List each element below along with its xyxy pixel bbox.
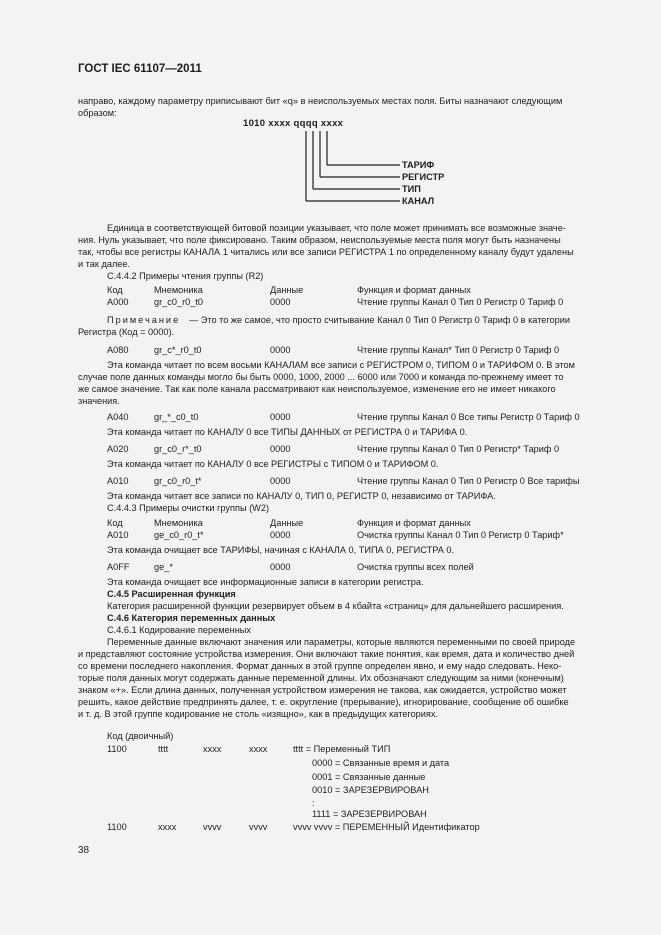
paragraph-line: решить, какое действие предпринять далее, т. е. округление (прерывание), игнорирование, сообщение об ошибке bbox=[78, 697, 569, 707]
code-item: 0001 = Связанные данные bbox=[312, 772, 426, 782]
section-title: С.4.4.3 Примеры очистки группы (W2) bbox=[107, 503, 270, 513]
code-cell: 1100 bbox=[107, 744, 127, 754]
paragraph-line: значения. bbox=[78, 396, 120, 406]
col-header: Данные bbox=[270, 518, 304, 528]
table-cell: 0000 bbox=[270, 476, 291, 486]
intro-line: направо, каждому параметру приписывают бит «q» в неиспользуемых местах поля. Биты назначают следующим bbox=[78, 96, 563, 106]
table-cell: A010 bbox=[107, 530, 129, 540]
code-cell: 1100 bbox=[107, 822, 127, 832]
col-header: Функция и формат данных bbox=[357, 518, 471, 528]
table-cell: Очистка группы всех полей bbox=[357, 562, 474, 572]
table-cell: A000 bbox=[107, 297, 129, 307]
table-cell: gr_*_c0_t0 bbox=[154, 412, 199, 422]
bit-label-channel: КАНАЛ bbox=[402, 196, 435, 206]
table-cell: Чтение группы Канал 0 Тип 0 Регистр* Тариф 0 bbox=[357, 444, 560, 454]
paragraph-line: Категория расширенной функции резервирует объем в 4 кбайта «страниц» для дальнейшего расширения. bbox=[107, 601, 564, 611]
section-title: С.4.6 Категория переменных данных bbox=[107, 613, 276, 623]
code-cell: xxxx bbox=[203, 744, 222, 754]
subsection-title: С.4.6.1 Кодирование переменных bbox=[107, 625, 251, 635]
row-explanation: Эта команда очищает все информационные записи в категории регистра. bbox=[107, 577, 424, 587]
note-label: Примечание bbox=[107, 315, 181, 325]
section-title: С.4.5 Расширенная функция bbox=[107, 589, 236, 599]
paragraph-line: знаком «+». Если длина данных, полученная устройством измерения не такова, как ожидается, устройство может bbox=[78, 685, 567, 695]
table-cell: ge_* bbox=[154, 562, 173, 572]
section-title: С.4.4.2 Примеры чтения группы (R2) bbox=[107, 271, 264, 281]
code-item: 0000 = Связанные время и дата bbox=[312, 758, 450, 768]
table-cell: gr_c*_r0_t0 bbox=[154, 345, 202, 355]
code-cell: vvvv vvvv = ПЕРЕМЕННЫЙ Идентификатор bbox=[293, 822, 480, 832]
paragraph-line: так, чтобы все регистры КАНАЛА 1 читались или все записи РЕГИСТРА 1 по определенному каналу будут удалены bbox=[78, 247, 574, 257]
row-explanation: Эта команда очищает все ТАРИФЫ, начиная с КАНАЛА 0, ТИПА 0, РЕГИСТРА 0. bbox=[107, 545, 455, 555]
table-cell: Чтение группы Канал 0 Тип 0 Регистр 0 Все тарифы bbox=[357, 476, 580, 486]
table-cell: Чтение группы Канал 0 Все типы Регистр 0 Тариф 0 bbox=[357, 412, 580, 422]
table-cell: A040 bbox=[107, 412, 129, 422]
bit-label-type: ТИП bbox=[402, 184, 421, 194]
bit-code: 1010 xxxx qqqq xxxx bbox=[243, 118, 344, 129]
code-item: 1111 = ЗАРЕЗЕРВИРОВАН bbox=[312, 809, 427, 819]
paragraph-line: и так далее. bbox=[78, 259, 131, 269]
col-header: Мнемоника bbox=[154, 518, 203, 528]
col-header: Мнемоника bbox=[154, 285, 203, 295]
table-cell: A010 bbox=[107, 476, 129, 486]
code-item: 0010 = ЗАРЕЗЕРВИРОВАН bbox=[312, 785, 429, 795]
table-cell: 0000 bbox=[270, 444, 291, 454]
code-label: Код (двоичный) bbox=[107, 731, 174, 741]
table-cell: Чтение группы Канал 0 Тип 0 Регистр 0 Тариф 0 bbox=[357, 297, 564, 307]
code-cell: xxxx bbox=[158, 822, 177, 832]
paragraph-line: случае поле данных команды могло бы быть 0000, 1000, 2000 ... 6000 или 7000 и команда по-прежнему имеет то bbox=[78, 372, 564, 382]
table-cell: A080 bbox=[107, 345, 129, 355]
paragraph-line: со времени последнего накопления. Формат данных в этой группе определен явно, и ему надо следовать. Неко- bbox=[78, 661, 562, 671]
code-cell: tttt bbox=[158, 744, 169, 754]
bit-label-register: РЕГИСТР bbox=[402, 172, 445, 182]
table-cell: ge_c0_r0_t* bbox=[154, 530, 204, 540]
table-cell: A0FF bbox=[107, 562, 130, 572]
col-header: Функция и формат данных bbox=[357, 285, 471, 295]
code-cell: xxxx bbox=[249, 744, 268, 754]
table-cell: gr_c0_r0_t* bbox=[154, 476, 202, 486]
table-cell: 0000 bbox=[270, 562, 291, 572]
col-header: Код bbox=[107, 518, 123, 528]
paragraph-line: же самое значение. Так как поле канала рассматривают как неиспользуемое, изменение его не имеет никакого bbox=[78, 384, 556, 394]
row-explanation: Эта команда читает все записи по КАНАЛУ 0, ТИП 0, РЕГИСТР 0, независимо от ТАРИФА. bbox=[107, 491, 496, 501]
code-cell: vvvv bbox=[249, 822, 268, 832]
col-header: Данные bbox=[270, 285, 304, 295]
table-cell: A020 bbox=[107, 444, 129, 454]
table-cell: 0000 bbox=[270, 530, 291, 540]
table-cell: Чтение группы Канал* Тип 0 Регистр 0 Тариф 0 bbox=[357, 345, 560, 355]
col-header: Код bbox=[107, 285, 123, 295]
paragraph-line: и представляют состояние устройства измерения. Они включают такие понятия, как время, дата и количество дней bbox=[78, 649, 575, 659]
code-cell: vvvv bbox=[203, 822, 222, 832]
page-number: 38 bbox=[78, 845, 90, 856]
table-cell: gr_c0_r0_t0 bbox=[154, 297, 204, 307]
table-cell: 0000 bbox=[270, 297, 291, 307]
row-explanation: Эта команда читает по КАНАЛУ 0 все ТИПЫ ДАННЫХ от РЕГИСТРА 0 и ТАРИФА 0. bbox=[107, 427, 468, 437]
row-explanation: Эта команда читает по КАНАЛУ 0 все РЕГИСТРЫ с ТИПОМ 0 и ТАРИФОМ 0. bbox=[107, 459, 439, 469]
table-cell: 0000 bbox=[270, 345, 291, 355]
table-cell: Очистка группы Канал 0 Тип 0 Регистр 0 Тариф* bbox=[357, 530, 564, 540]
paragraph-line: и т. д. В этой группе кодирование не столь «изящно», как в предыдущих категориях. bbox=[78, 709, 439, 719]
paragraph-line: Переменные данные включают значения или параметры, которые являются переменными по своей природе bbox=[107, 637, 576, 647]
paragraph-line: ния. Нуль указывает, что поле фиксировано. Таким образом, неиспользуемые места поля могут быть назначены bbox=[78, 235, 561, 245]
code-cell: tttt = Переменный ТИП bbox=[293, 744, 391, 754]
page-header: ГОСТ IEC 61107—2011 bbox=[78, 63, 202, 75]
table-cell: 0000 bbox=[270, 412, 291, 422]
bit-label-tarif: ТАРИФ bbox=[402, 160, 435, 170]
paragraph-line: Эта команда читает по всем восьми КАНАЛАМ все записи с РЕГИСТРОМ 0, ТИПОМ 0 и ТАРИФОМ 0. В этом bbox=[107, 360, 575, 370]
table-cell: gr_c0_r*_t0 bbox=[154, 444, 202, 454]
paragraph-line: торые поля данных могут содержать данные переменной длины. Их обозначают следующим за ними (конечным) bbox=[78, 673, 564, 683]
code-item: : bbox=[312, 798, 315, 808]
note-text: Регистра (Код = 0000). bbox=[78, 327, 175, 337]
note-text: — Это то же самое, что просто считывание Канал 0 Тип 0 Регистр 0 Тариф 0 в категории bbox=[189, 315, 571, 325]
intro-line: образом: bbox=[78, 108, 117, 118]
paragraph-line: Единица в соответствующей битовой позиции указывает, что поле может принимать все возможные значе- bbox=[107, 223, 566, 233]
